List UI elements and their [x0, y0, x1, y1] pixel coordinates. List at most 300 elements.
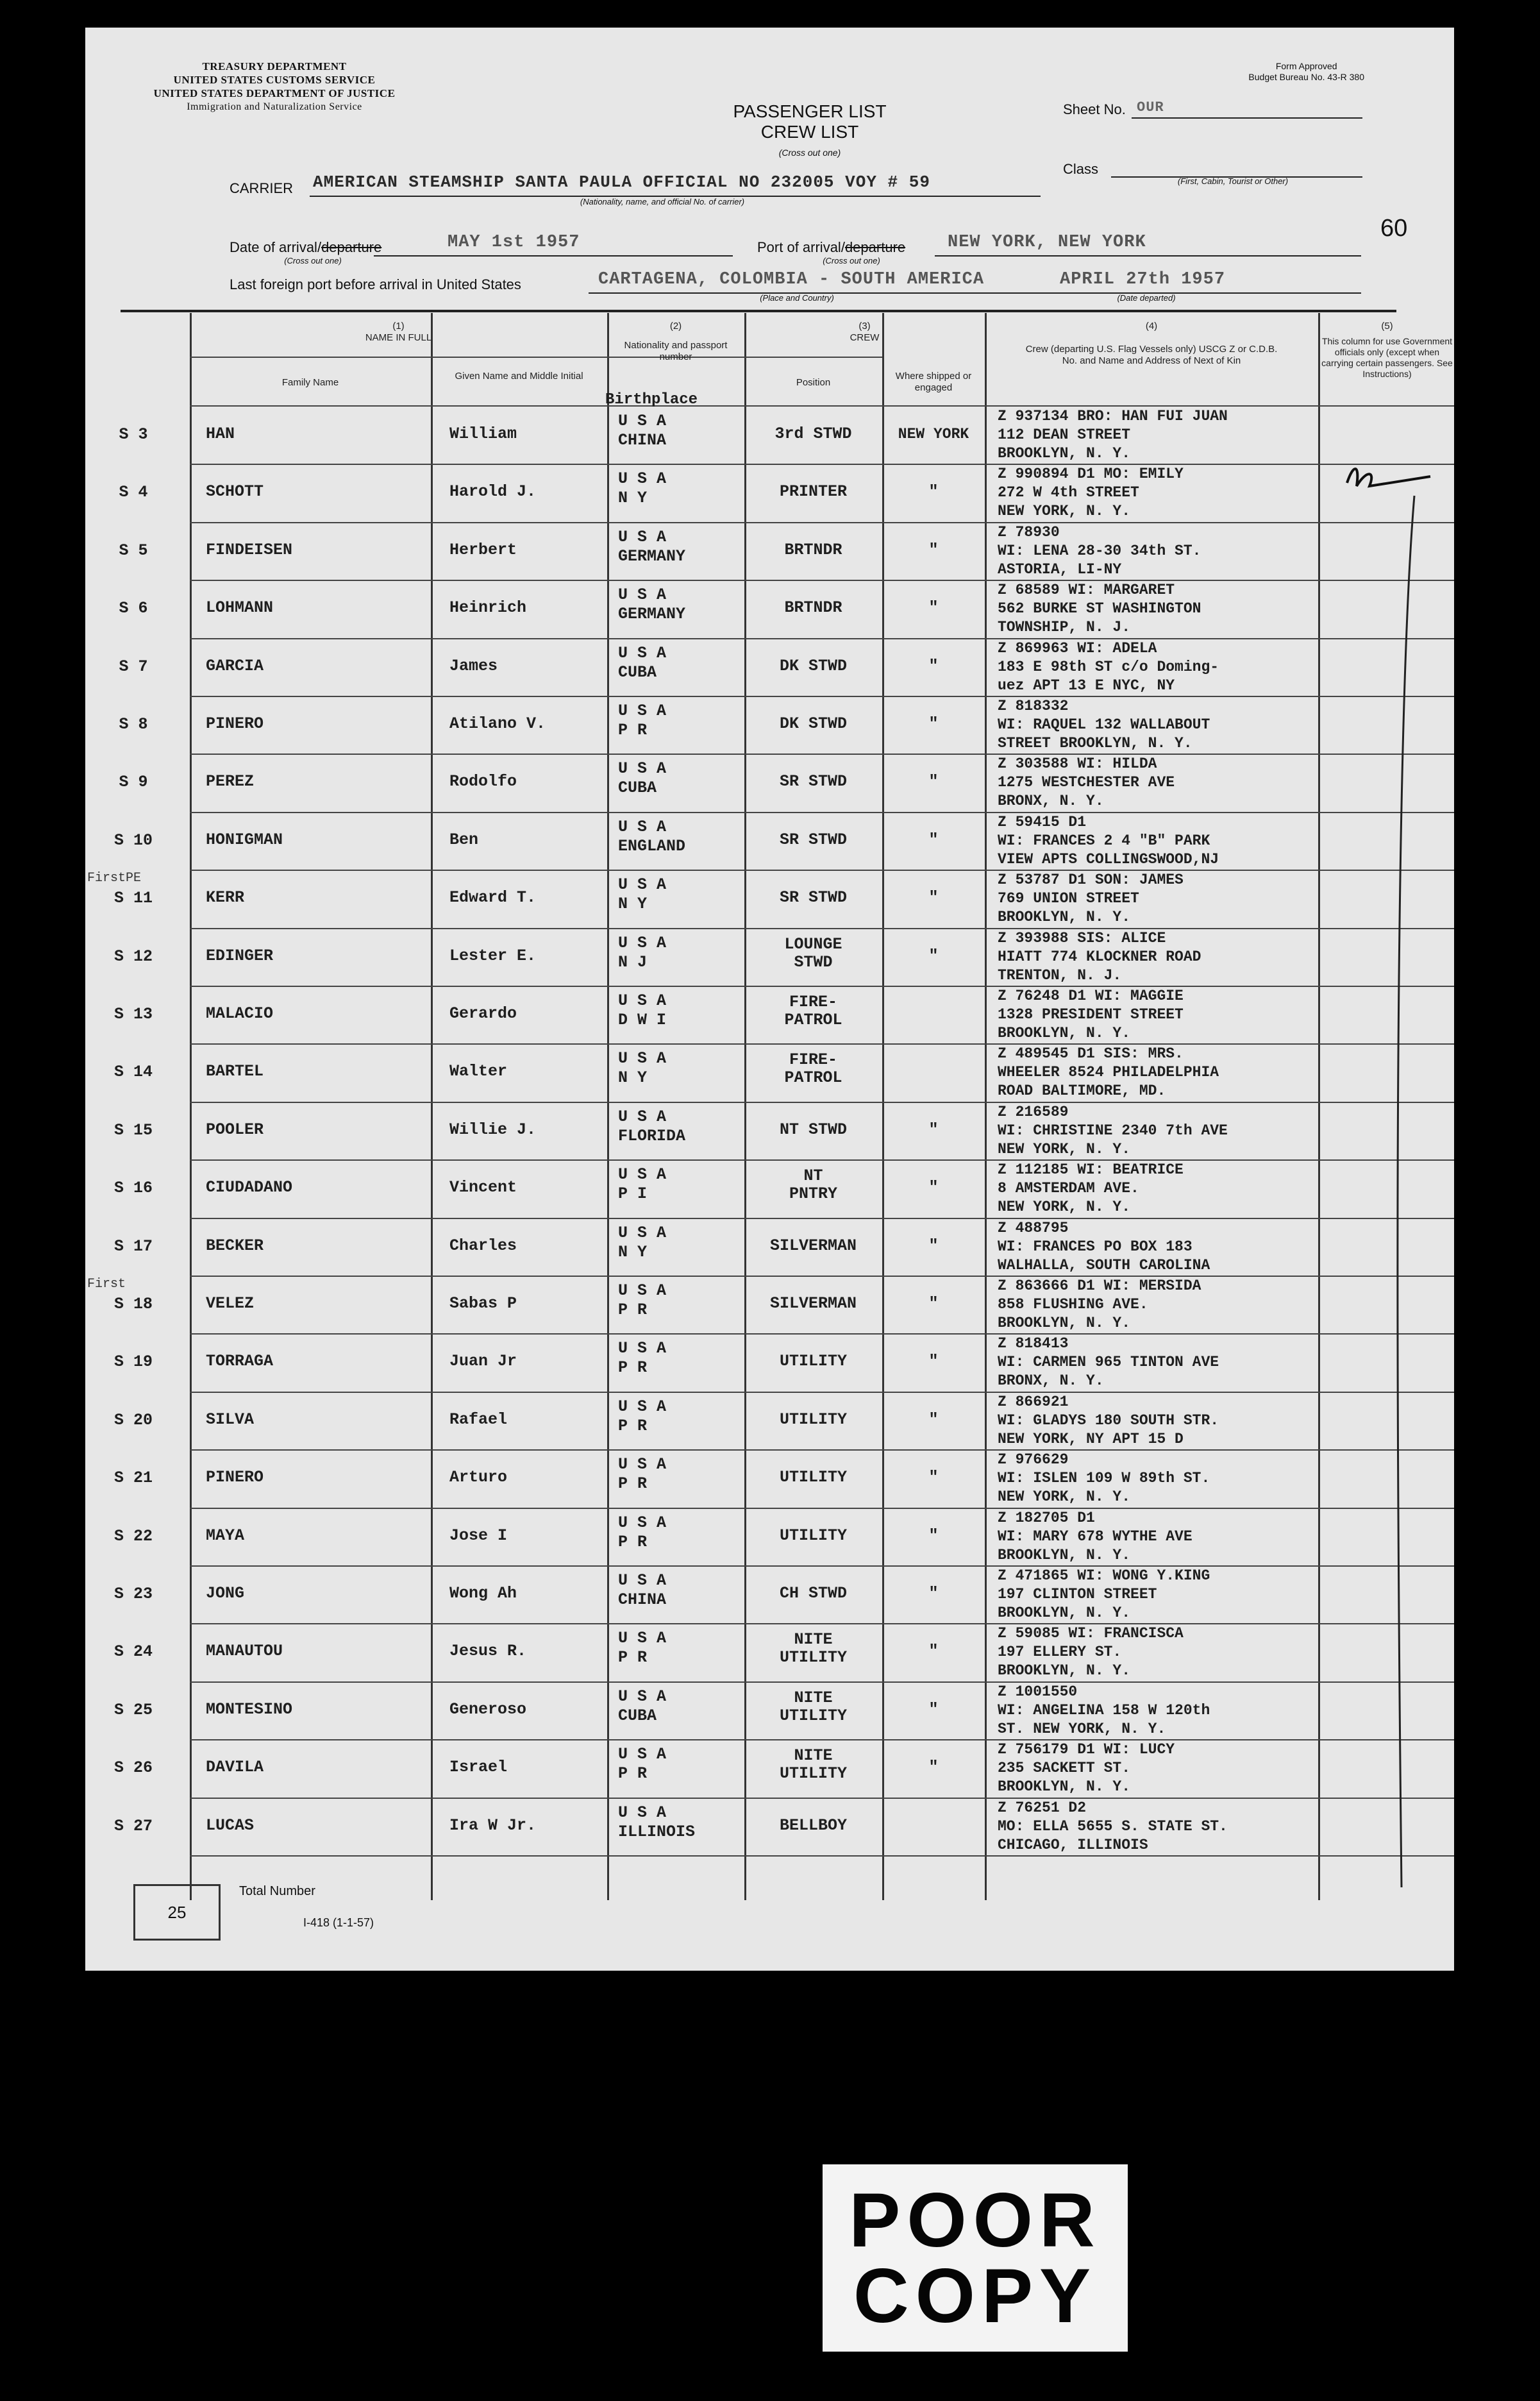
col4-header	[985, 321, 1318, 367]
given-name-cell: Edward T.	[449, 888, 537, 907]
nationality-cell: U S A	[618, 1745, 667, 1764]
nationality-cell: CUBA	[618, 662, 657, 682]
nationality-cell: P R	[618, 1532, 648, 1551]
cross-out-hint: (Cross out one)	[778, 147, 841, 158]
given-name-header: Given Name and Middle Initial	[455, 371, 583, 382]
stamp-line-1: POOR	[849, 2177, 1101, 2263]
next-of-kin-cell: WI: RAQUEL 132 WALLABOUT	[998, 716, 1210, 733]
row-number: S 9	[119, 773, 148, 792]
nationality-cell: N Y	[618, 489, 648, 508]
next-of-kin-cell: Z 182705 D1	[998, 1509, 1095, 1526]
nationality-cell: U S A	[618, 817, 667, 836]
poor-copy-stamp	[823, 2164, 1128, 2352]
family-name-cell: MAYA	[206, 1526, 245, 1545]
port-value: NEW YORK, NEW YORK	[948, 233, 1146, 252]
family-name-cell: BARTEL	[206, 1062, 264, 1081]
position-cell: UTILITY	[779, 1764, 848, 1783]
carrier-label: CARRIER	[230, 180, 294, 196]
stamp-line-2: COPY	[853, 2253, 1098, 2339]
row-number: S 7	[119, 657, 148, 676]
next-of-kin-cell: 197 ELLERY ST.	[998, 1644, 1122, 1661]
nationality-cell: U S A	[618, 702, 667, 720]
nationality-cell: ILLINOIS	[618, 1822, 696, 1841]
port-label-arrival: Port of arrival/	[757, 239, 845, 255]
nationality-cell: N J	[618, 952, 648, 972]
next-of-kin-cell: 1275 WESTCHESTER AVE	[998, 774, 1175, 791]
date-underline	[374, 255, 733, 257]
next-of-kin-cell: WI: CHRISTINE 2340 7th AVE	[998, 1122, 1228, 1139]
nationality-cell: P R	[618, 721, 648, 739]
family-name-cell: LUCAS	[206, 1815, 255, 1835]
row-number: S 20	[113, 1410, 153, 1429]
form-number: I-418 (1-1-57)	[303, 1916, 374, 1929]
next-of-kin-cell: Z 866921	[998, 1393, 1069, 1410]
table-row	[113, 986, 1454, 1043]
family-name-cell: FINDEISEN	[206, 540, 293, 559]
position-cell: NITE	[794, 1746, 833, 1765]
position-cell: FIRE-	[789, 1050, 837, 1070]
next-of-kin-cell: 858 FLUSHING AVE.	[998, 1296, 1148, 1313]
col3-header	[744, 321, 985, 344]
next-of-kin-cell: BROOKLYN, N. Y.	[998, 1546, 1131, 1563]
next-of-kin-cell: WI: CARMEN 965 TINTON AVE	[998, 1354, 1219, 1371]
next-of-kin-cell: TOWNSHIP, N. J.	[998, 619, 1131, 636]
row-number: S 19	[113, 1352, 153, 1372]
next-of-kin-cell: WI: GLADYS 180 SOUTH STR.	[998, 1411, 1219, 1429]
table-row	[119, 522, 1454, 580]
shipped-cell: "	[928, 830, 939, 849]
col1-number: (1)	[392, 321, 405, 332]
official-check-mark	[1341, 457, 1454, 1900]
col2-title: Nationality and passport number	[624, 340, 728, 362]
position-cell: UTILITY	[779, 1352, 848, 1371]
crew-table	[87, 313, 1454, 1900]
table-row	[119, 464, 1454, 521]
position-cell: BRTNDR	[784, 598, 842, 618]
position-cell: CH STWD	[779, 1584, 848, 1603]
position-header: Position	[796, 377, 831, 388]
col4-title: Crew (departing U.S. Flag Vessels only) USCG Z or C.D.B. No. and Name and Address of Next of Kin	[1025, 344, 1278, 366]
next-of-kin-cell: Z 488795	[998, 1219, 1069, 1236]
nationality-cell: GERMANY	[618, 546, 686, 566]
position-cell: UTILITY	[779, 1706, 848, 1725]
next-of-kin-cell: Z 471865 WI: WONG Y.KING	[998, 1567, 1210, 1584]
nationality-cell: P R	[618, 1648, 648, 1667]
port-label	[757, 239, 905, 256]
nationality-cell: CUBA	[618, 1706, 657, 1725]
row-annotation: FirstPE	[87, 871, 142, 886]
nationality-cell: U S A	[618, 1397, 667, 1416]
family-name-cell: PEREZ	[206, 772, 255, 791]
last-port-label: Last foreign port before arrival in United States	[230, 276, 521, 292]
nationality-cell: U S A	[618, 1687, 667, 1706]
family-name-cell: TORRAGA	[206, 1352, 274, 1371]
row-number: S 27	[113, 1816, 153, 1835]
next-of-kin-cell: WALHALLA, SOUTH CAROLINA	[998, 1256, 1210, 1274]
birthplace-typed: Birthplace	[605, 391, 698, 409]
col5-header	[1318, 321, 1454, 380]
nationality-cell: FLORIDA	[618, 1126, 686, 1145]
col5-title: This column for use Government officials only (except when carrying certain passengers. See Instructions)	[1321, 336, 1453, 379]
next-of-kin-cell: Z 756179 D1 WI: LUCY	[998, 1741, 1175, 1758]
next-of-kin-cell: 562 BURKE ST WASHINGTON	[998, 600, 1201, 618]
position-cell: PRINTER	[779, 482, 848, 501]
next-of-kin-cell: Z 53787 D1 SON: JAMES	[998, 872, 1184, 889]
given-name-cell: Israel	[449, 1758, 508, 1777]
next-of-kin-cell: Z 78930	[998, 523, 1060, 541]
family-name-cell: GARCIA	[206, 656, 264, 675]
next-of-kin-cell: 197 CLINTON STREET	[998, 1586, 1157, 1603]
nationality-cell: CHINA	[618, 431, 667, 450]
table-row	[113, 928, 1454, 986]
shipped-cell: "	[928, 946, 939, 965]
next-of-kin-cell: HIATT 774 KLOCKNER ROAD	[998, 948, 1201, 965]
family-name-cell: HAN	[206, 425, 235, 443]
next-of-kin-cell: NEW YORK, N. Y.	[998, 503, 1131, 520]
row-number: S 8	[119, 715, 148, 734]
family-name-cell: VELEZ	[206, 1294, 255, 1313]
next-of-kin-cell: Z 990894 D1 MO: EMILY	[998, 466, 1184, 483]
next-of-kin-cell: ST. NEW YORK, N. Y.	[998, 1720, 1166, 1737]
row-number: S 6	[119, 599, 148, 618]
port-label-departure: departure	[844, 239, 906, 255]
row-number: S 26	[113, 1758, 153, 1778]
form-approved-line: Form Approved	[1275, 61, 1337, 71]
nationality-cell: P R	[618, 1301, 648, 1319]
family-name-cell: KERR	[206, 888, 245, 907]
next-of-kin-cell: BROOKLYN, N. Y.	[998, 1315, 1131, 1331]
row-number: S 22	[113, 1526, 153, 1546]
next-of-kin-cell: Z 112185 WI: BEATRICE	[998, 1161, 1184, 1179]
next-of-kin-cell: MO: ELLA 5655 S. STATE ST.	[998, 1817, 1228, 1835]
shipped-cell: "	[928, 1468, 939, 1487]
list-title	[682, 101, 938, 163]
shipped-cell: "	[928, 1699, 939, 1719]
family-name-cell: PINERO	[206, 714, 264, 733]
port-underline	[935, 255, 1361, 257]
row-number: S 17	[113, 1236, 153, 1256]
table-row	[113, 1449, 1454, 1507]
next-of-kin-cell: Z 818332	[998, 698, 1069, 714]
crew-list-document	[85, 28, 1454, 1971]
crew-list-title: CREW LIST	[760, 122, 859, 142]
table-row	[119, 406, 1454, 464]
table-row	[119, 638, 1454, 696]
nationality-cell: U S A	[618, 759, 667, 779]
next-of-kin-cell: WI: MARY 678 WYTHE AVE	[998, 1528, 1193, 1545]
next-of-kin-cell: BRONX, N. Y.	[998, 793, 1104, 810]
given-name-cell: Ira W Jr.	[449, 1815, 537, 1835]
table-row	[113, 1159, 1454, 1217]
given-name-cell: Jose I	[449, 1526, 508, 1545]
position-cell: NT	[803, 1167, 823, 1186]
next-of-kin-cell: 272 W 4th STREET	[998, 484, 1139, 501]
table-row	[87, 870, 1454, 927]
date-label-departure: departure	[321, 239, 382, 255]
family-name-cell: EDINGER	[206, 946, 274, 965]
table-row	[113, 1218, 1454, 1276]
shipped-cell: "	[928, 1584, 939, 1603]
table-row	[113, 1102, 1454, 1159]
shipped-cell: "	[928, 1120, 939, 1139]
given-name-cell: Charles	[449, 1236, 517, 1255]
row-annotation: First	[87, 1277, 126, 1292]
shipped-cell: "	[928, 1352, 939, 1371]
table-row	[119, 580, 1454, 637]
row-number: S 4	[119, 483, 148, 502]
table-row	[119, 754, 1454, 811]
shipped-cell: "	[928, 598, 939, 618]
position-cell: NITE	[794, 1688, 833, 1707]
next-of-kin-cell: Z 303588 WI: HILDA	[998, 755, 1157, 773]
given-name-cell: Jesus R.	[449, 1642, 527, 1661]
next-of-kin-cell: Z 937134 BRO: HAN FUI JUAN	[998, 408, 1228, 425]
next-of-kin-cell: WI: FRANCES 2 4 "B" PARK	[998, 832, 1210, 849]
given-name-cell: Heinrich	[449, 598, 527, 618]
next-of-kin-cell: WI: FRANCES PO BOX 183	[998, 1238, 1193, 1255]
position-cell: SILVERMAN	[769, 1236, 857, 1255]
nationality-cell: CUBA	[618, 779, 657, 798]
nationality-cell: U S A	[618, 1803, 667, 1822]
family-name-cell: MALACIO	[206, 1004, 274, 1023]
next-of-kin-cell: Z 76248 D1 WI: MAGGIE	[998, 988, 1184, 1004]
next-of-kin-cell: WI: ISLEN 109 W 89th ST.	[998, 1470, 1210, 1487]
position-cell: BRTNDR	[784, 540, 842, 559]
row-number: S 13	[113, 1005, 153, 1024]
given-name-cell: Rafael	[449, 1410, 508, 1429]
table-row	[113, 1508, 1454, 1565]
next-of-kin-cell: BROOKLYN, N. Y.	[998, 1662, 1131, 1680]
col2-number: (2)	[669, 321, 682, 332]
next-of-kin-cell: NEW YORK, N. Y.	[998, 1199, 1131, 1216]
date-value: MAY 1st 1957	[448, 233, 580, 252]
next-of-kin-cell: BROOKLYN, N. Y.	[998, 445, 1131, 462]
col2-header	[607, 321, 744, 363]
carrier-value: AMERICAN STEAMSHIP SANTA PAULA OFFICIAL NO 232005 VOY # 59	[313, 173, 930, 192]
date-hint: (Cross out one)	[284, 256, 342, 265]
next-of-kin-cell: 235 SACKETT ST.	[998, 1760, 1131, 1777]
row-number: S 24	[113, 1642, 153, 1662]
position-cell: UTILITY	[779, 1648, 848, 1667]
nationality-cell: U S A	[618, 875, 667, 895]
nationality-cell: U S A	[618, 412, 667, 430]
table-row	[113, 1623, 1454, 1681]
next-of-kin-cell: Z 869963 WI: ADELA	[998, 639, 1157, 657]
given-name-cell: Ben	[449, 830, 479, 849]
nationality-cell: U S A	[618, 1339, 667, 1358]
next-of-kin-cell: 1328 PRESIDENT STREET	[998, 1006, 1184, 1023]
position-cell: UTILITY	[779, 1526, 848, 1545]
table-row	[113, 1565, 1454, 1623]
nationality-cell: U S A	[618, 527, 667, 546]
table-row	[113, 1798, 1454, 1855]
next-of-kin-cell: BROOKLYN, N. Y.	[998, 1778, 1131, 1796]
next-of-kin-cell: NEW YORK, N. Y.	[998, 1140, 1131, 1158]
shipped-cell: "	[928, 482, 939, 501]
row-number: S 5	[119, 541, 148, 560]
next-of-kin-cell: Z 1001550	[998, 1683, 1078, 1700]
next-of-kin-cell: Z 863666 D1 WI: MERSIDA	[998, 1277, 1201, 1294]
header-subrule	[190, 357, 882, 358]
given-name-cell: Sabas P	[449, 1294, 517, 1313]
family-name-header: Family Name	[281, 377, 339, 388]
nationality-cell: U S A	[618, 1223, 667, 1242]
agency-line: UNITED STATES DEPARTMENT OF JUSTICE	[153, 87, 396, 99]
nationality-cell: CHINA	[618, 1590, 667, 1609]
next-of-kin-cell: Z 68589 WI: MARGARET	[998, 582, 1175, 599]
nationality-cell: D W I	[618, 1011, 667, 1029]
position-cell: SILVERMAN	[769, 1294, 857, 1313]
table-row	[113, 1043, 1454, 1101]
next-of-kin-cell: uez APT 13 E NYC, NY	[998, 677, 1175, 694]
last-port-hint: (Place and Country)	[760, 293, 834, 303]
family-name-cell: POOLER	[206, 1120, 264, 1139]
next-of-kin-cell: Z 76251 D2	[998, 1799, 1087, 1816]
position-cell: PNTRY	[789, 1184, 837, 1204]
shipped-cell: "	[928, 1236, 939, 1255]
next-of-kin-cell: ROAD BALTIMORE, MD.	[998, 1083, 1166, 1100]
given-name-cell: Arturo	[449, 1468, 508, 1487]
shipped-cell: "	[928, 888, 939, 907]
family-name-cell: JONG	[206, 1584, 245, 1603]
row-number: S 21	[113, 1469, 153, 1488]
row-number: S 25	[113, 1700, 153, 1719]
next-of-kin-cell: BRONX, N. Y.	[998, 1372, 1104, 1390]
row-number: S 11	[113, 889, 153, 908]
nationality-cell: U S A	[618, 933, 667, 952]
next-of-kin-cell: Z 393988 SIS: ALICE	[998, 929, 1166, 947]
nationality-cell: N Y	[618, 1242, 648, 1261]
family-name-cell: SCHOTT	[206, 482, 264, 501]
next-of-kin-cell: 8 AMSTERDAM AVE.	[998, 1180, 1139, 1197]
nationality-cell: U S A	[618, 1107, 667, 1126]
given-name-cell: Vincent	[449, 1178, 517, 1197]
family-name-cell: LOHMANN	[206, 598, 274, 618]
next-of-kin-cell: Z 216589	[998, 1103, 1069, 1120]
agency-line: UNITED STATES CUSTOMS SERVICE	[173, 74, 376, 86]
given-name-cell: Generoso	[449, 1699, 527, 1719]
next-of-kin-cell: WI: ANGELINA 158 W 120th	[998, 1701, 1210, 1719]
row-number: S 23	[113, 1585, 153, 1603]
next-of-kin-cell: ASTORIA, LI-NY	[998, 560, 1122, 578]
carrier-hint: (Nationality, name, and official No. of carrier)	[580, 197, 745, 206]
nationality-cell: U S A	[618, 991, 667, 1010]
given-name-cell: Lester E.	[449, 946, 537, 965]
next-of-kin-cell: BROOKLYN, N. Y.	[998, 1605, 1131, 1621]
given-name-cell: Wong Ah	[449, 1584, 517, 1603]
position-cell: SR STWD	[779, 830, 848, 849]
shipped-cell: "	[928, 1758, 939, 1777]
col5-number: (5)	[1381, 321, 1393, 332]
nationality-cell: N Y	[618, 1068, 648, 1088]
position-cell: FIRE-	[789, 993, 837, 1011]
col3-title: CREW	[850, 332, 880, 343]
date-label-arrival: Date of arrival/	[230, 239, 322, 255]
given-name-cell: Willie J.	[449, 1120, 537, 1139]
next-of-kin-cell: VIEW APTS COLLINGSWOOD,NJ	[998, 850, 1219, 868]
last-port-value: CARTAGENA, COLOMBIA - SOUTH AMERICA	[598, 270, 985, 289]
nationality-cell: U S A	[618, 1049, 667, 1068]
sheet-label: Sheet No.	[1063, 101, 1126, 117]
next-of-kin-cell: Z 59085 WI: FRANCISCA	[998, 1625, 1184, 1642]
shipped-cell: "	[928, 656, 939, 675]
position-cell: BELLBOY	[779, 1815, 848, 1835]
row-number: S 18	[113, 1295, 153, 1313]
date-label	[230, 239, 381, 256]
next-of-kin-cell: BROOKLYN, N. Y.	[998, 1025, 1131, 1041]
next-of-kin-cell: CHICAGO, ILLINOIS	[998, 1836, 1148, 1853]
row-number: S 16	[113, 1179, 153, 1198]
next-of-kin-cell: STREET BROOKLYN, N. Y.	[998, 735, 1193, 752]
nationality-cell: P I	[618, 1184, 648, 1204]
position-cell: STWD	[794, 952, 833, 972]
next-of-kin-cell: Z 818413	[998, 1335, 1069, 1352]
shipped-cell: "	[928, 540, 939, 559]
header-rule	[121, 310, 1396, 312]
given-name-cell: Harold J.	[449, 482, 537, 501]
row-number: S 14	[113, 1063, 153, 1082]
total-number-box: 25	[133, 1884, 221, 1941]
nationality-cell: U S A	[618, 1455, 667, 1474]
given-name-cell: James	[449, 656, 498, 675]
position-cell: PATROL	[784, 1068, 842, 1088]
shipped-header: Where shipped or engaged	[895, 371, 972, 393]
family-name-cell: MANAUTOU	[206, 1642, 283, 1661]
position-cell: LOUNGE	[784, 934, 842, 954]
table-row	[87, 1276, 1454, 1333]
next-of-kin-cell: Z 489545 D1 SIS: MRS.	[998, 1045, 1184, 1063]
position-cell: NT STWD	[779, 1120, 848, 1139]
nationality-cell: U S A	[618, 1281, 667, 1300]
position-cell: PATROL	[784, 1011, 842, 1029]
family-name-cell: CIUDADANO	[206, 1178, 293, 1197]
position-cell: DK STWD	[779, 714, 848, 733]
table-row	[113, 1681, 1454, 1739]
col3-number: (3)	[858, 321, 871, 332]
nationality-cell: U S A	[618, 469, 667, 489]
next-of-kin-cell: WHEELER 8524 PHILADELPHIA	[998, 1064, 1219, 1081]
given-name-cell: William	[449, 425, 517, 443]
nationality-cell: N Y	[618, 895, 648, 914]
col1-header	[190, 321, 607, 344]
table-row	[113, 1392, 1454, 1449]
given-name-cell: Rodolfo	[449, 772, 517, 791]
nationality-cell: ENGLAND	[618, 836, 686, 855]
family-name-cell: MONTESINO	[206, 1699, 293, 1719]
given-name-cell: Juan Jr	[449, 1352, 517, 1371]
nationality-cell: P R	[618, 1764, 648, 1783]
next-of-kin-cell: TRENTON, N. J.	[998, 966, 1122, 984]
shipped-cell: NEW YORK	[898, 426, 969, 442]
shipped-cell: "	[928, 1410, 939, 1429]
given-name-cell: Walter	[449, 1062, 508, 1081]
position-cell: NITE	[794, 1630, 833, 1649]
port-hint: (Cross out one)	[823, 256, 880, 265]
family-name-cell: DAVILA	[206, 1758, 264, 1777]
position-cell: SR STWD	[779, 772, 848, 791]
shipped-cell: "	[928, 1526, 939, 1545]
nationality-cell: U S A	[618, 586, 667, 605]
position-cell: SR STWD	[779, 888, 848, 907]
nationality-cell: U S A	[618, 1165, 667, 1184]
row-number: S 10	[113, 830, 153, 850]
row-number: S 12	[113, 947, 153, 966]
next-of-kin-cell: NEW YORK, N. Y.	[998, 1488, 1131, 1506]
nationality-cell: U S A	[618, 1513, 667, 1532]
agency-line: Immigration and Naturalization Service	[187, 101, 362, 112]
family-name-cell: PINERO	[206, 1468, 264, 1487]
next-of-kin-cell: 112 DEAN STREET	[998, 426, 1131, 443]
